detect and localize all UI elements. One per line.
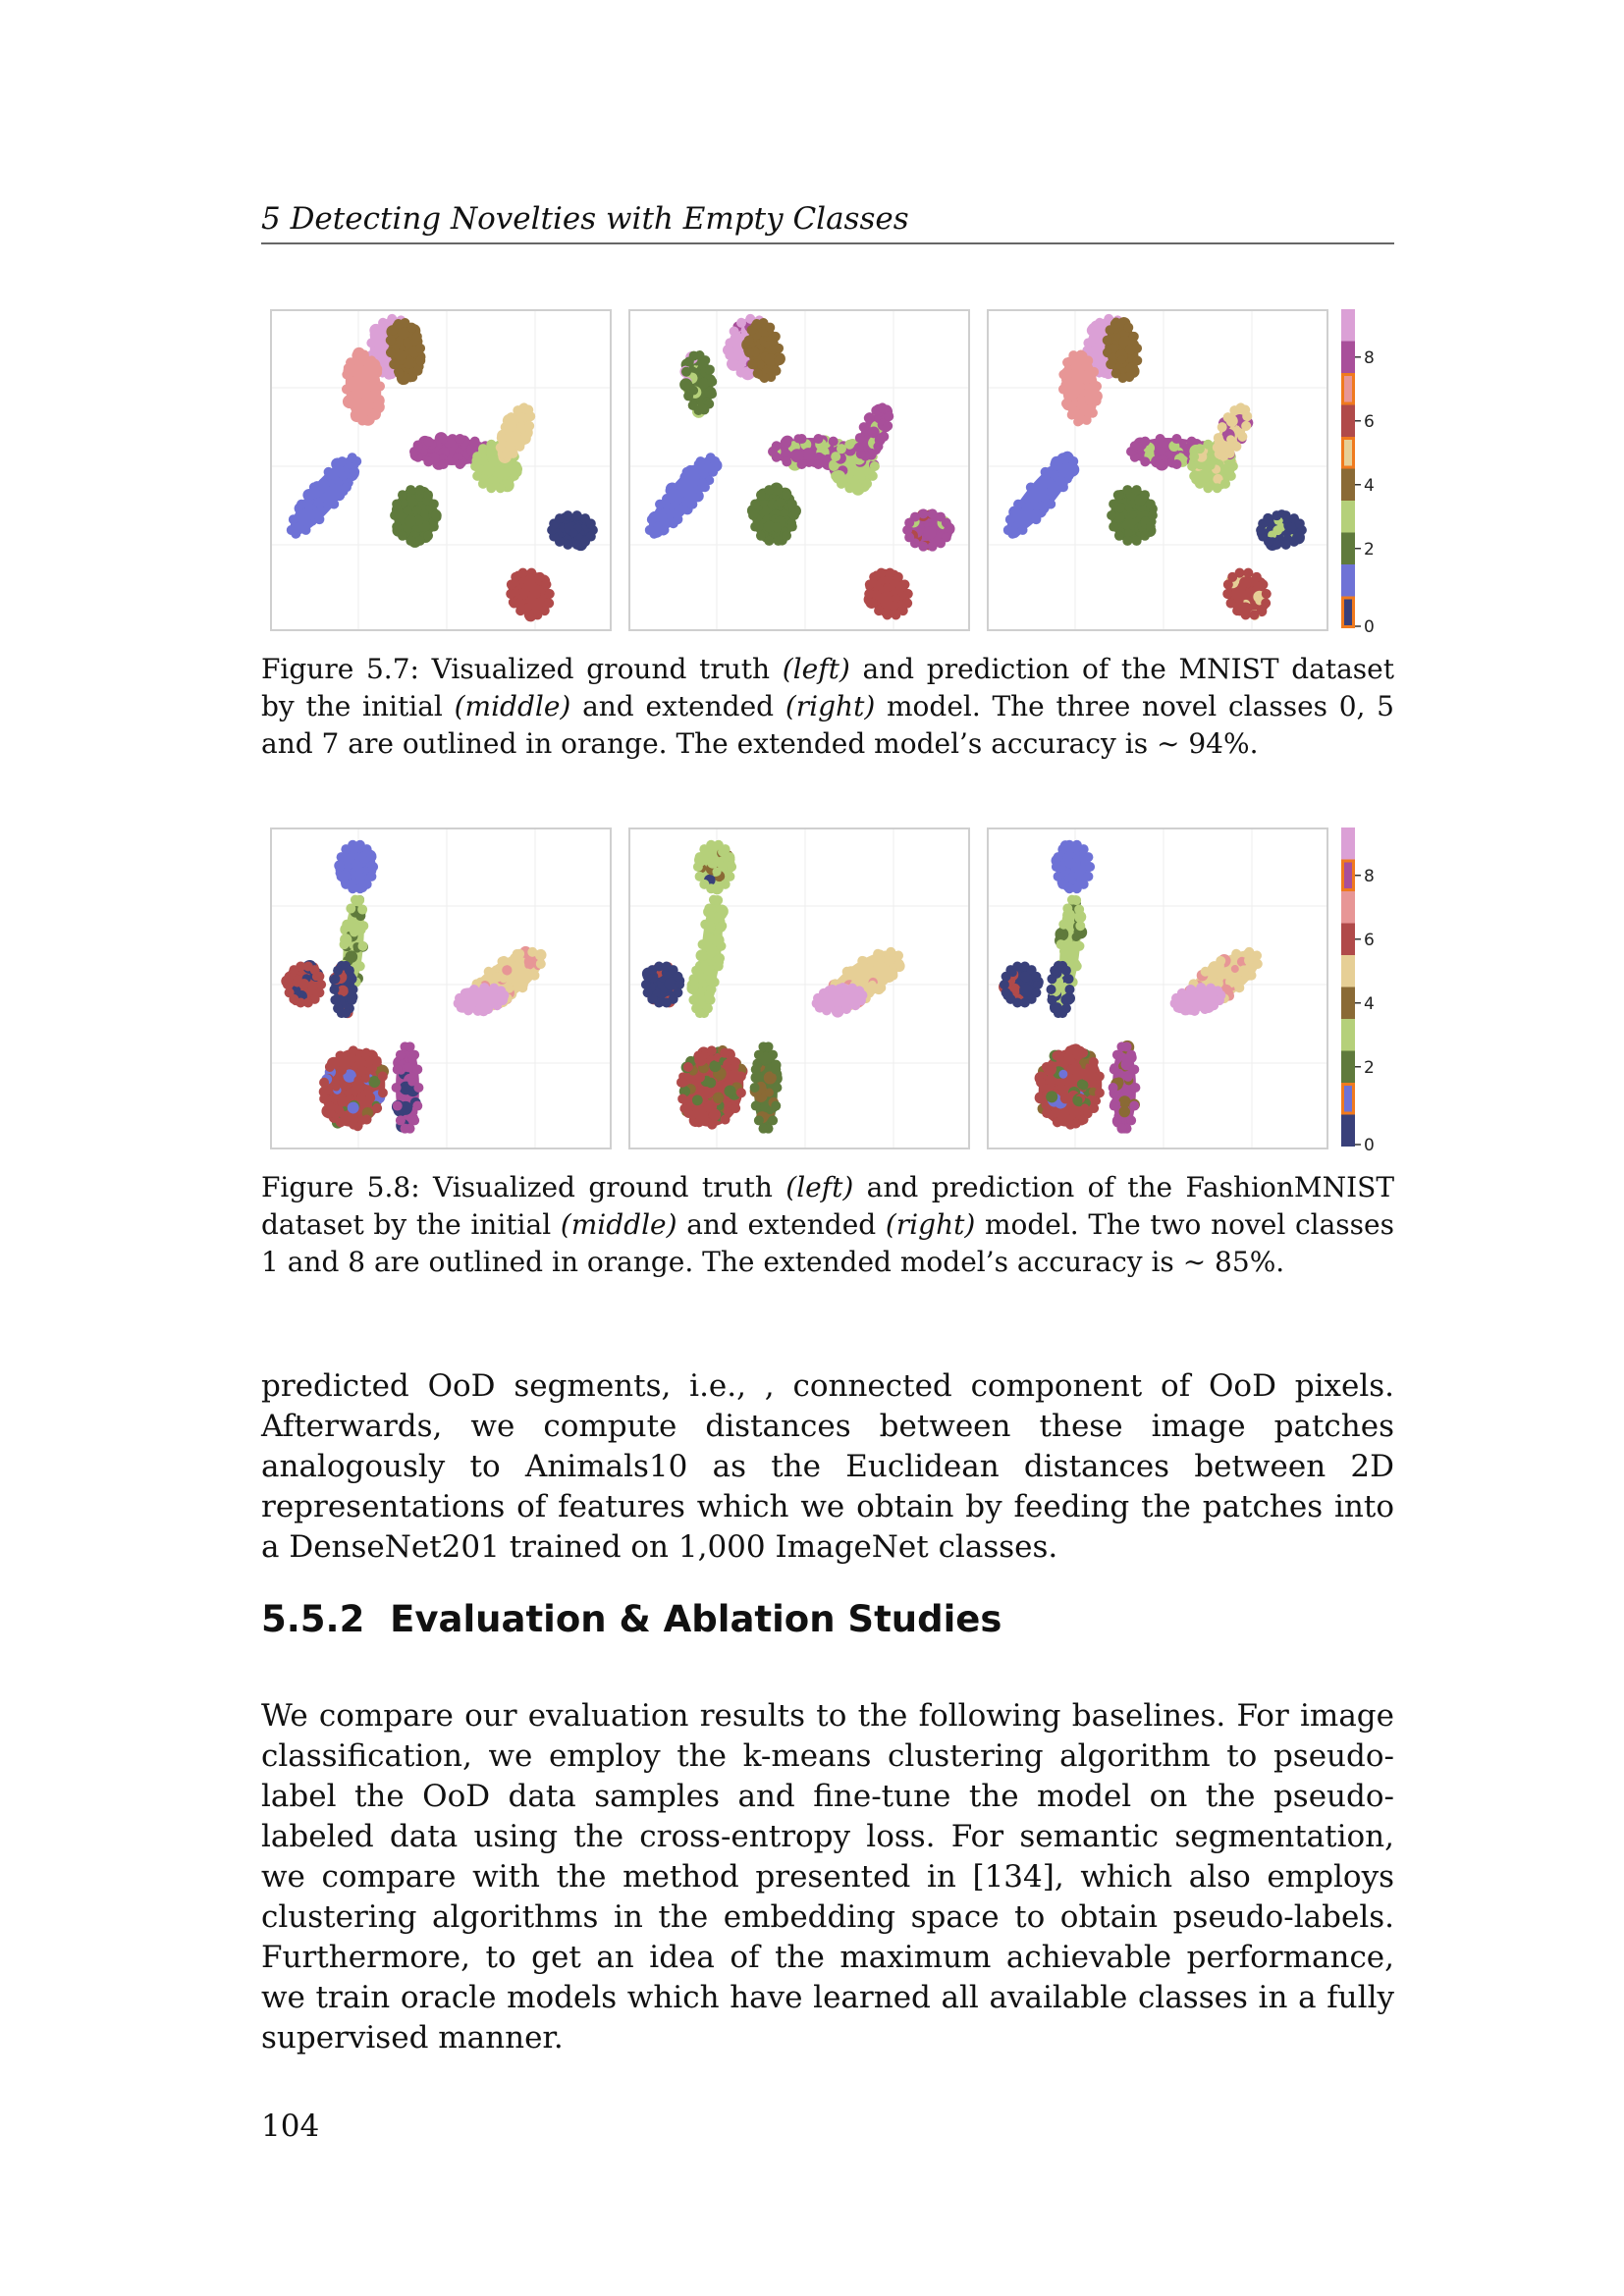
colorbar-swatch: [1341, 469, 1355, 502]
caption-label: Figure 5.8:: [261, 1171, 420, 1203]
caption-middle: (middle): [454, 690, 571, 722]
colorbar-tick-label: 4: [1364, 993, 1375, 1014]
colorbar-swatch: [1341, 924, 1355, 956]
caption-text: and extended: [582, 690, 775, 722]
colorbar-swatch: [1341, 1019, 1355, 1051]
colorbar-swatch: [1341, 533, 1355, 565]
figure-5-8-caption: [261, 1169, 1394, 1281]
colorbar-swatch: [1341, 828, 1355, 860]
caption-text: model. The two novel classes 1 and 8 are outlined in orange. The extended model’s accuracy is ∼ 85%.: [261, 1208, 1394, 1278]
colorbar-swatch: [1341, 405, 1355, 438]
caption-label: Figure 5.7:: [261, 653, 419, 685]
colorbar-tick-label: 8: [1364, 866, 1375, 886]
colorbar-tick-label: 0: [1364, 617, 1375, 633]
caption-text: and prediction of the MNIST dataset by the initial: [261, 653, 1394, 722]
paragraph-ood-segments: predicted OoD segments, i.e., , connected component of OoD pixels. Afterwards, we compute distances between these image patches analogously to Animals10 as the Euclidean distances between 2D representations of features which we obtain by feeding the patches into a DenseNet201 trained on 1,000 ImageNet classes.: [261, 1368, 1394, 1565]
colorbar-tick-label: 4: [1364, 475, 1375, 496]
figure-5-8-plots: [261, 828, 1394, 1151]
caption-left: (left): [782, 653, 850, 685]
caption-right: (right): [885, 1208, 976, 1241]
fashionmnist-ground-truth-plot: [270, 828, 614, 1151]
cluster: [750, 1041, 783, 1133]
cluster: [1109, 1041, 1141, 1134]
figure-5-7-plots: [261, 309, 1394, 633]
section-number: 5.5.2: [261, 1598, 365, 1640]
caption-text: and extended: [686, 1208, 877, 1241]
mnist-colorbar: [1341, 309, 1394, 633]
caption-text: Visualized ground truth: [431, 653, 771, 685]
cluster: [1047, 961, 1076, 1018]
colorbar-swatch: [1341, 955, 1355, 988]
colorbar-tick-label: 2: [1364, 1057, 1375, 1078]
colorbar-tick-label: 6: [1364, 930, 1375, 950]
caption-right: (right): [785, 690, 876, 722]
caption-middle: (middle): [560, 1208, 677, 1241]
paragraph-baselines: We compare our evaluation results to the following baselines. For image classification, we employ the k-means clustering algorithm to pseudo-label the OoD data samples and fine-tune the model on the pseudo-labeled data using the cross-entropy loss. For semantic segmentation, we compare with the method presented in [134], which also employs clustering algorithms in the embedding space to obtain pseudo-labels. Furthermore, to get an idea of the maximum achievable performance, we train oracle models which have learned all available classes in a fully supervised manner.: [261, 1698, 1394, 2056]
figure-5-7: [261, 309, 1394, 763]
mnist-extended-prediction-plot: [987, 309, 1330, 633]
page-number: 104: [261, 2109, 320, 2144]
colorbar-swatch: [1341, 988, 1355, 1020]
caption-text: and prediction of the FashionMNIST dataset by the initial: [261, 1171, 1395, 1241]
figure-5-8: [261, 828, 1394, 1281]
colorbar-swatch: [1341, 891, 1355, 924]
caption-text: model. The three novel classes 0, 5 and 7 are outlined in orange. The extended model’s accuracy is ∼ 94%.: [261, 690, 1394, 760]
colorbar-tick-label: 8: [1364, 347, 1375, 368]
colorbar-swatch: [1341, 564, 1355, 597]
section-heading: [261, 1598, 1001, 1640]
cluster: [329, 961, 357, 1018]
mnist-ground-truth-plot: [270, 309, 614, 633]
caption-left: (left): [785, 1171, 854, 1203]
colorbar-tick-label: 0: [1364, 1136, 1375, 1151]
mnist-initial-prediction-plot: [628, 309, 972, 633]
fashionmnist-colorbar: [1341, 828, 1394, 1151]
fashionmnist-extended-prediction-plot: [987, 828, 1330, 1151]
colorbar-swatch: [1341, 1115, 1355, 1148]
caption-text: Visualized ground truth: [433, 1171, 773, 1203]
figure-5-7-caption: [261, 651, 1394, 763]
running-header: 5 Detecting Novelties with Empty Classes: [261, 199, 1394, 244]
colorbar-swatch: [1341, 1051, 1355, 1084]
section-title-text: Evaluation & Ablation Studies: [390, 1598, 1002, 1640]
colorbar-swatch: [1341, 342, 1355, 374]
fashionmnist-initial-prediction-plot: [628, 828, 972, 1151]
colorbar-swatch: [1341, 501, 1355, 533]
cluster: [392, 1041, 424, 1133]
colorbar-tick-label: 2: [1364, 539, 1375, 560]
colorbar-swatch: [1341, 309, 1355, 342]
colorbar-tick-label: 6: [1364, 411, 1375, 432]
